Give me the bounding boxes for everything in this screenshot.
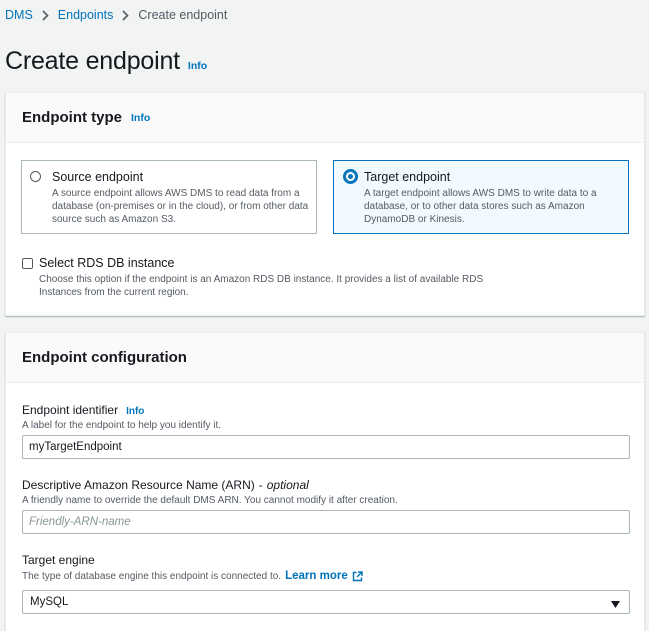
external-link-icon[interactable] — [352, 571, 363, 582]
rds-instance-checkbox[interactable] — [22, 258, 33, 269]
source-endpoint-description: A source endpoint allows AWS DMS to read data from a database (on-premises or in the cloud), or from other data source such as Amazon S3. — [52, 188, 309, 225]
arn-optional-tag: optional — [266, 478, 309, 492]
endpoint-type-title: Endpoint type — [22, 109, 122, 126]
target-endpoint-radio[interactable] — [343, 169, 358, 184]
endpoint-identifier-description — [22, 420, 221, 431]
target-engine-selected-value: MySQL — [30, 596, 69, 608]
source-endpoint-tile[interactable] — [21, 160, 317, 234]
target-endpoint-tile[interactable] — [333, 160, 629, 234]
rds-instance-label[interactable]: Select RDS DB instance — [39, 256, 175, 270]
target-engine-description-text: The type of database engine this endpoint is connected to. — [22, 570, 282, 582]
arn-label — [22, 478, 309, 492]
breadcrumb-endpoints[interactable]: Endpoints — [57, 8, 114, 22]
page-info-link[interactable]: Info — [187, 60, 208, 72]
learn-more-link[interactable]: Learn more — [285, 570, 348, 582]
target-endpoint-label: Target endpoint — [364, 170, 451, 184]
endpoint-configuration-panel — [5, 332, 645, 631]
endpoint-identifier-info-link[interactable]: Info — [126, 406, 145, 417]
endpoint-type-header — [6, 93, 644, 143]
endpoint-configuration-title: Endpoint configuration — [22, 349, 187, 366]
target-endpoint-description: A target endpoint allows AWS DMS to write data to a database, or to other data stores such as Amazon DynamoDB or Kinesis. — [364, 188, 597, 225]
caret-down-icon — [611, 599, 620, 611]
target-engine-label — [22, 553, 95, 567]
page-header — [5, 47, 207, 76]
endpoint-identifier-label — [22, 403, 144, 417]
endpoint-type-info-link[interactable]: Info — [131, 111, 151, 124]
endpoint-identifier-description-text: A label for the endpoint to help you identify it. — [22, 420, 222, 431]
page-title: Create endpoint — [5, 47, 180, 75]
arn-label-separator: - — [258, 478, 263, 492]
source-endpoint-radio[interactable] — [30, 171, 41, 182]
rds-instance-description: Choose this option if the endpoint is an Amazon RDS DB instance. It provides a list of available RDS Instances from the current region. — [39, 274, 484, 298]
endpoint-type-panel — [5, 92, 645, 316]
chevron-right-icon — [42, 10, 49, 21]
arn-input[interactable] — [22, 510, 630, 534]
endpoint-identifier-input[interactable] — [22, 435, 630, 459]
chevron-right-icon — [122, 10, 129, 21]
arn-description — [22, 495, 398, 506]
endpoint-identifier-label-text: Endpoint identifier — [22, 403, 119, 417]
endpoint-configuration-header — [6, 333, 644, 383]
target-engine-description — [22, 570, 363, 582]
breadcrumb-current: Create endpoint — [138, 8, 228, 22]
source-endpoint-label: Source endpoint — [52, 170, 144, 184]
breadcrumb — [5, 7, 227, 23]
target-engine-label-text: Target engine — [22, 553, 95, 567]
target-engine-select[interactable] — [22, 590, 630, 614]
arn-label-text: Descriptive Amazon Resource Name (ARN) — [22, 478, 255, 492]
breadcrumb-dms[interactable]: DMS — [5, 8, 33, 22]
arn-description-text: A friendly name to override the default DMS ARN. You cannot modify it after creation. — [22, 495, 398, 506]
